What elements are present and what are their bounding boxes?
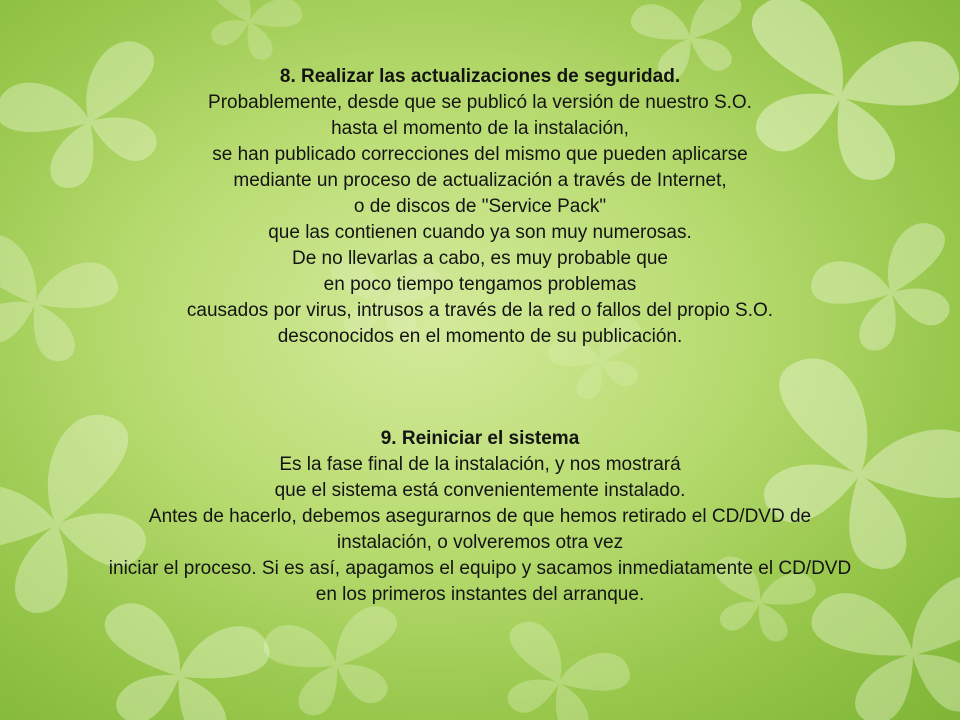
paragraph-line: hasta el momento de la instalación, bbox=[331, 118, 629, 139]
paragraph-line: Es la fase final de la instalación, y nos mostrará bbox=[279, 454, 681, 475]
section-heading: 8. Realizar las actualizaciones de seguridad. bbox=[279, 66, 681, 87]
section-restart-system bbox=[0, 426, 960, 608]
paragraph-line: desconocidos en el momento de su publicación. bbox=[277, 326, 683, 347]
paragraph-line: en los primeros instantes del arranque. bbox=[315, 584, 645, 605]
paragraph-line: causados por virus, intrusos a través de la red o fallos del propio S.O. bbox=[186, 300, 774, 321]
paragraph-line: o de discos de "Service Pack" bbox=[353, 196, 607, 217]
section-security-updates bbox=[0, 64, 960, 350]
paragraph-line: que las contienen cuando ya son muy numerosas. bbox=[268, 222, 692, 243]
paragraph-line: se han publicado correcciones del mismo que pueden aplicarse bbox=[212, 144, 748, 165]
paragraph-line: Probablemente, desde que se publicó la versión de nuestro S.O. bbox=[208, 92, 752, 113]
section-heading: 9. Reiniciar el sistema bbox=[380, 428, 580, 449]
paragraph-line: que el sistema está convenientemente instalado. bbox=[274, 480, 686, 501]
paragraph-line: De no llevarlas a cabo, es muy probable que bbox=[291, 248, 668, 269]
paragraph-line: mediante un proceso de actualización a través de Internet, bbox=[233, 170, 727, 191]
paragraph-line: en poco tiempo tengamos problemas bbox=[323, 274, 637, 295]
paragraph-line: Antes de hacerlo, debemos asegurarnos de que hemos retirado el CD/DVD de bbox=[148, 506, 812, 527]
paragraph-line: instalación, o volveremos otra vez bbox=[336, 532, 624, 553]
paragraph-line: iniciar el proceso. Si es así, apagamos el equipo y sacamos inmediatamente el CD/DVD bbox=[108, 558, 852, 579]
